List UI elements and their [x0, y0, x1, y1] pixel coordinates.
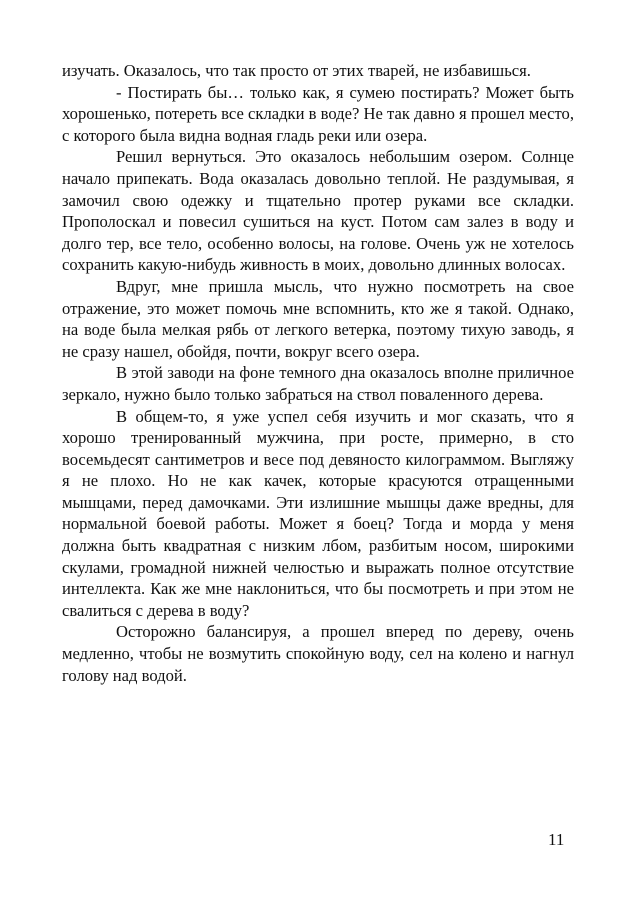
- page-body: [62, 60, 574, 686]
- paragraph-self-description: В общем-то, я уже успел себя изучить и мог сказать, что я хорошо тренированный мужчина, при росте, примерно, в сто восемьдесят сантиметров и весе под девяносто килограммом. Выгляжу я не плохо. Но не как качек, которые красуются отращенными мышцами, перед дамочками. Эти излишние мышцы даже вредны, для нормальной боевой работы. Может я боец? Тогда и морда у меня должна быть квадратная с низким лбом, разбитым носом, широкими скулами, громадной нижней челюстью и выражать полное отсутствие интеллекта. Как же мне наклониться, что бы посмотреть и при этом не свалиться с дерева в воду?: [62, 406, 574, 620]
- paragraph-balancing: Осторожно балансируя, а прошел вперед по дереву, очень медленно, чтобы не возмутить спокойную воду, сел на колено и нагнул голову над водой.: [62, 622, 574, 685]
- paragraph-lake: Решил вернуться. Это оказалось небольшим озером. Солнце начало припекать. Вода оказалась довольно теплой. Не раздумывая, я замочил свою одежку и тщательно протер руками все складки. Прополоскал и повесил сушиться на куст. Потом сам залез в воду и долго тер, все тело, особенно волосы, на голове. Очень уж не хотелось сохранить какую-нибудь живность в моих, довольно длинных волосах.: [62, 147, 574, 275]
- paragraph-backwater: В этой заводи на фоне темного дна оказалось вполне приличное зеркало, нужно было только забраться на ствол поваленного дерева.: [62, 363, 574, 404]
- paragraph-dialogue: - Постирать бы… только как, я сумею постирать? Может быть хорошенько, потереть все складки в воде? Не так давно я прошел место, с которого была видна водная гладь реки или озера.: [62, 82, 574, 145]
- paragraph-continuation: изучать. Оказалось, что так просто от этих тварей, не избавишься.: [62, 61, 531, 80]
- page-number: 11: [548, 830, 565, 849]
- paragraph-reflection: Вдруг, мне пришла мысль, что нужно посмотреть на свое отражение, это может помочь мне вспомнить, кто же я такой. Однако, на воде была мелкая рябь от легкого ветерка, поэтому тихую заводь, я не сразу нашел, обойдя, почти, вокруг всего озера.: [62, 276, 574, 361]
